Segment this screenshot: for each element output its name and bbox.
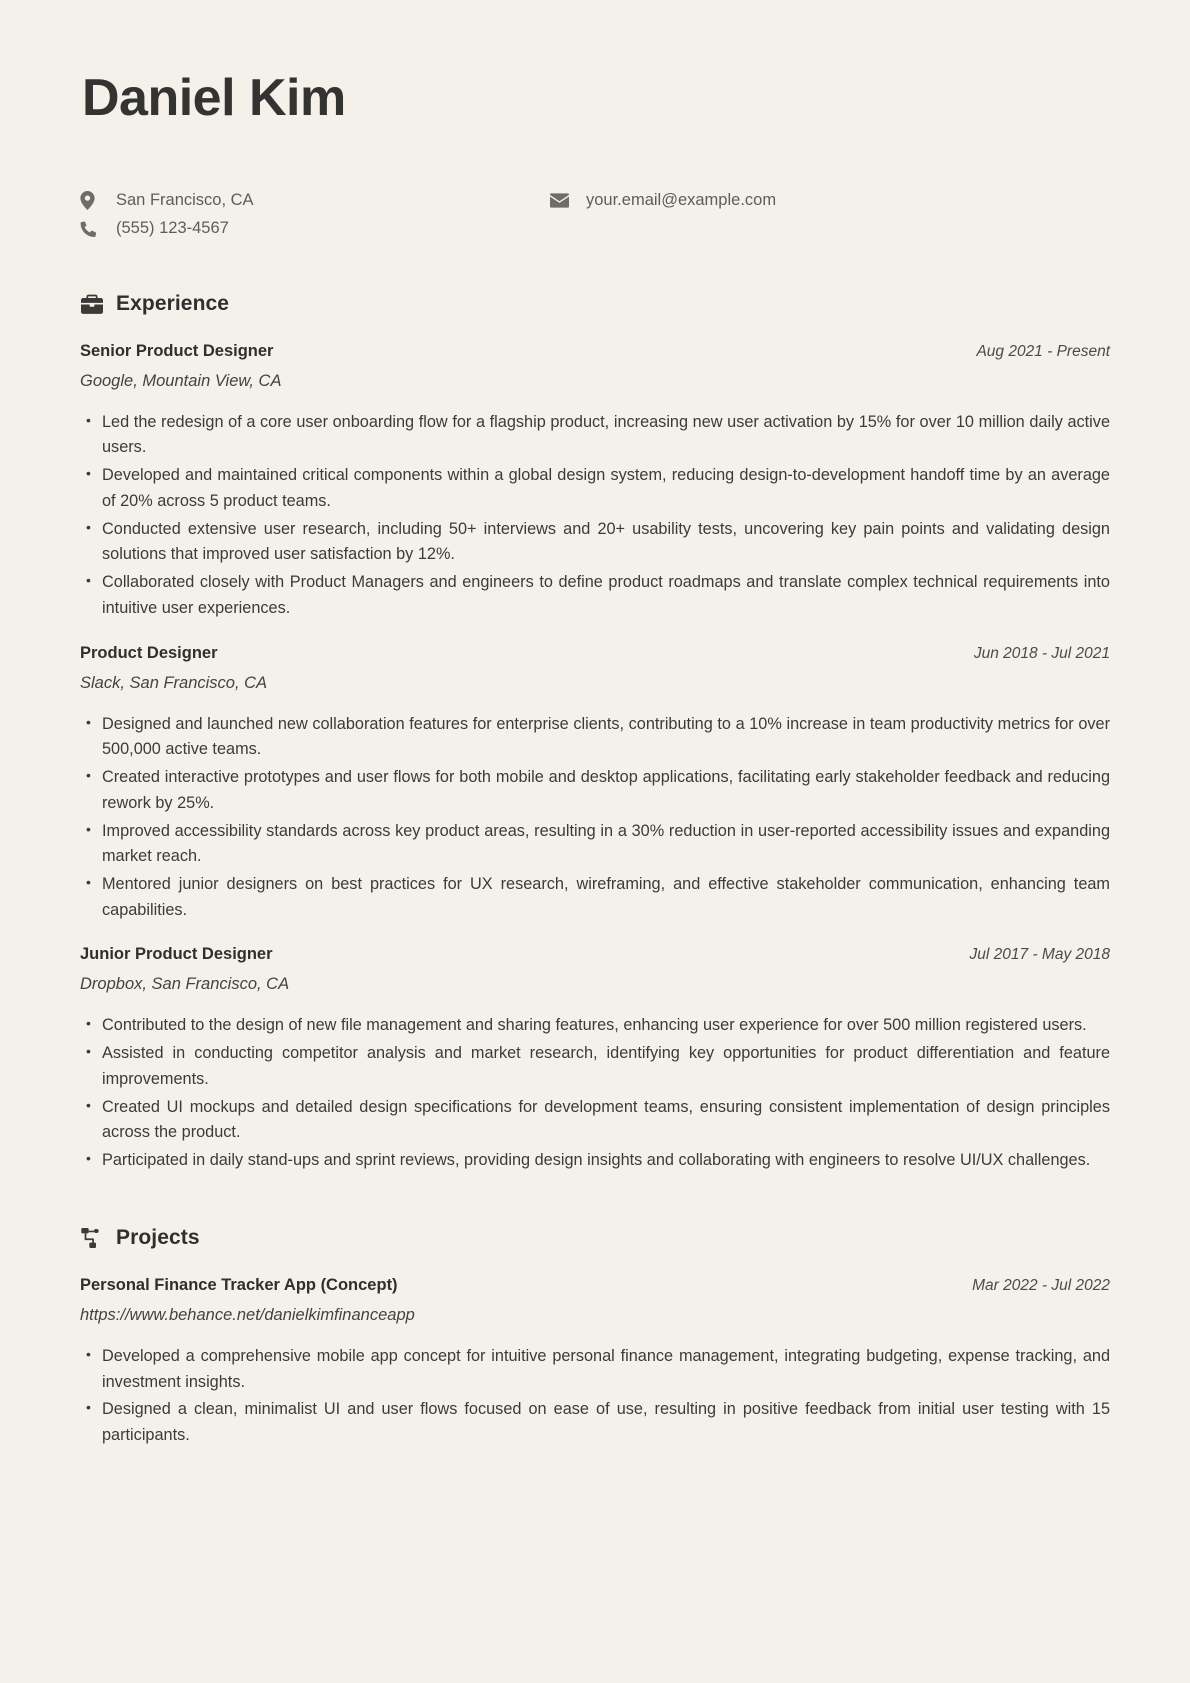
- list-item: • Led the redesign of a core user onboarding flow for a flagship product, increasing new user activation by 15% for over 10 million daily active users.: [102, 410, 1110, 461]
- entry-company: Google, Mountain View, CA: [80, 371, 282, 390]
- entry-project-title: Personal Finance Tracker App (Concept): [80, 1275, 398, 1294]
- section-title-experience: Experience: [116, 291, 230, 315]
- section-projects: [80, 1226, 1110, 1449]
- entry-header: [80, 1276, 1110, 1295]
- location-pin-icon: [80, 191, 104, 210]
- section-header-experience: [80, 292, 1110, 316]
- contact-email: [550, 189, 776, 211]
- phone-icon: [80, 220, 104, 237]
- entry-date-range: Mar 2022 - Jul 2022: [972, 1276, 1110, 1294]
- entry-bullet-list: [80, 1013, 1110, 1173]
- entry-project-url[interactable]: https://www.behance.net/danielkimfinanceapp: [80, 1305, 415, 1324]
- page-title: Daniel Kim: [82, 69, 346, 127]
- entry-date-range: Jun 2018 - Jul 2021: [973, 644, 1110, 662]
- section-title-projects: Projects: [116, 1225, 200, 1249]
- entry-bullet-list: [80, 410, 1110, 622]
- contact-location-text: San Francisco, CA: [116, 191, 254, 210]
- contact-phone-text: (555) 123-4567: [116, 219, 229, 238]
- list-item: • Developed and maintained critical components within a global design system, reducing design-to-development handoff time by an average of 20% across 5 product teams.: [102, 463, 1110, 514]
- list-item: • Collaborated closely with Product Managers and engineers to define product roadmaps and translate complex technical requirements into intuitive user experiences.: [102, 570, 1110, 621]
- contact-location: [80, 189, 550, 211]
- entry-bullet-list: [80, 712, 1110, 924]
- contact-phone: [80, 217, 550, 239]
- list-item: • Assisted in conducting competitor analysis and market research, identifying key opportunities for product differentiation and feature improvements.: [102, 1041, 1110, 1092]
- envelope-icon: [550, 193, 574, 208]
- entry-job-title: Junior Product Designer: [80, 945, 273, 964]
- entry-company: Slack, San Francisco, CA: [80, 673, 268, 692]
- list-item: • Improved accessibility standards across key product areas, resulting in a 30% reduction in user-reported accessibility issues and expanding market reach.: [102, 819, 1110, 870]
- entry-company: Dropbox, San Francisco, CA: [80, 975, 290, 994]
- project-diagram-icon: [80, 1226, 104, 1250]
- list-item: • Created UI mockups and detailed design specifications for development teams, ensuring consistent implementation of design principles across the product.: [102, 1095, 1110, 1146]
- experience-entry: [80, 644, 1110, 924]
- entry-job-title: Senior Product Designer: [80, 341, 274, 360]
- entry-header: [80, 644, 1110, 663]
- entry-date-range: Jul 2017 - May 2018: [969, 946, 1110, 964]
- contact-column-right: [550, 189, 776, 211]
- entry-header: [80, 945, 1110, 964]
- list-item: • Mentored junior designers on best practices for UX research, wireframing, and effective stakeholder communication, enhancing team capabilities.: [102, 872, 1110, 923]
- experience-entry: [80, 945, 1110, 1173]
- entry-date-range: Aug 2021 - Present: [976, 342, 1110, 360]
- list-item: • Participated in daily stand-ups and sprint reviews, providing design insights and collaborating with engineers to resolve UI/UX challenges.: [102, 1148, 1110, 1174]
- contact-email-text: your.email@example.com: [586, 191, 777, 210]
- section-header-projects: [80, 1226, 1110, 1250]
- list-item: • Conducted extensive user research, including 50+ interviews and 20+ usability tests, uncovering key pain points and validating design solutions that improved user satisfaction by 12%.: [102, 517, 1110, 568]
- entry-bullet-list: [80, 1344, 1110, 1449]
- entry-header: [80, 342, 1110, 361]
- contact-info: [80, 189, 1110, 240]
- list-item: • Developed a comprehensive mobile app concept for intuitive personal finance management, integrating budgeting, expense tracking, and investment insights.: [102, 1344, 1110, 1395]
- contact-column-left: [80, 189, 550, 240]
- entry-job-title: Product Designer: [80, 643, 218, 662]
- project-entry: [80, 1276, 1110, 1449]
- section-experience: [80, 292, 1110, 1174]
- list-item: • Designed and launched new collaboration features for enterprise clients, contributing to a 10% increase in team productivity metrics for over 500,000 active teams.: [102, 712, 1110, 763]
- list-item: • Created interactive prototypes and user flows for both mobile and desktop applications, facilitating early stakeholder feedback and reducing rework by 25%.: [102, 765, 1110, 816]
- list-item: • Designed a clean, minimalist UI and user flows focused on ease of use, resulting in positive feedback from initial user testing with 15 participants.: [102, 1397, 1110, 1448]
- briefcase-icon: [80, 292, 104, 316]
- list-item: • Contributed to the design of new file management and sharing features, enhancing user experience for over 500 million registered users.: [102, 1013, 1110, 1039]
- experience-entry: [80, 342, 1110, 622]
